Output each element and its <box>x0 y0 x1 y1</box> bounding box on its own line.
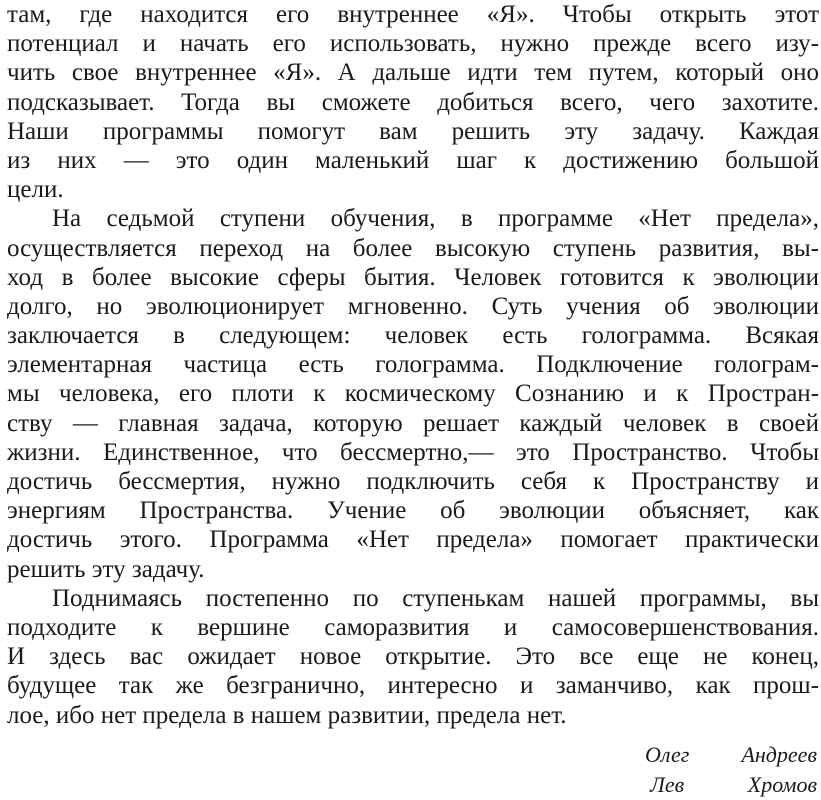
text-line: достичь бессмертия, нужно подключить себя к Пространству и <box>7 468 819 495</box>
author-first-name: Олег <box>645 742 690 767</box>
text-line: Наши программы помогут вам решить эту задачу. Каждая <box>7 117 819 145</box>
text-line: Поднимаясь постепенно по ступенькам нашей программы, вы <box>52 584 819 612</box>
author-last-name: Хромов <box>747 772 817 797</box>
author-signature <box>650 770 817 800</box>
text-line: достичь этого. Программа «Нет предела» помогает практически <box>7 526 819 554</box>
text-line: подсказывает. Тогда вы сможете добиться всего, чего захотите. <box>7 88 819 116</box>
text-line: ству — главная задача, которую решает каждый человек в своей <box>7 409 819 437</box>
text-line: На седьмой ступени обучения, в программе «Нет предела», <box>52 205 819 233</box>
text-line: заключается в следующем: человек есть голограмма. Всякая <box>7 322 819 350</box>
text-line: из них — это один маленький шаг к достижению большой <box>7 146 819 174</box>
author-first-name: Лев <box>650 772 685 797</box>
text-line: там, где находится его внутреннее «Я». Чтобы открыть этот <box>7 1 819 28</box>
text-line: потенциал и начать его использовать, нужно прежде всего изу- <box>7 30 819 58</box>
document-page <box>7 0 819 730</box>
author-signature <box>645 740 817 770</box>
text-line: будущее так же безгранично, интересно и заманчиво, как прош- <box>7 672 819 700</box>
text-line: подходите к вершине саморазвития и самосовершенствования. <box>7 613 819 641</box>
paragraph-2 <box>7 204 819 583</box>
text-line: И здесь вас ожидает новое открытие. Это все еще не конец, <box>7 643 819 671</box>
text-line: лое, ибо нет предела в нашем развитии, предела нет. <box>7 701 567 729</box>
author-last-name: Андреев <box>741 742 817 767</box>
text-line: решить эту задачу. <box>7 555 205 583</box>
text-line: чить свое внутреннее «Я». А дальше идти тем путем, который оно <box>7 59 819 87</box>
text-line: жизни. Единственное, что бессмертно,— это Пространство. Чтобы <box>7 438 819 466</box>
text-line: цели. <box>7 176 64 204</box>
text-line: элементарная частица есть голограмма. Подключение голограм- <box>7 351 819 379</box>
text-line: энергиям Пространства. Учение об эволюции объясняет, как <box>7 497 819 525</box>
text-line: осуществляется переход на более высокую ступень развития, вы- <box>7 234 819 262</box>
paragraph-1 <box>7 0 819 204</box>
text-line: ход в более высокие сферы бытия. Человек готовится к эволюции <box>7 263 819 291</box>
text-line: долго, но эволюционирует мгновенно. Суть учения об эволюции <box>7 292 819 320</box>
text-line: мы человека, его плоти к космическому Сознанию и к Простран- <box>7 380 819 408</box>
paragraph-3 <box>7 584 819 730</box>
